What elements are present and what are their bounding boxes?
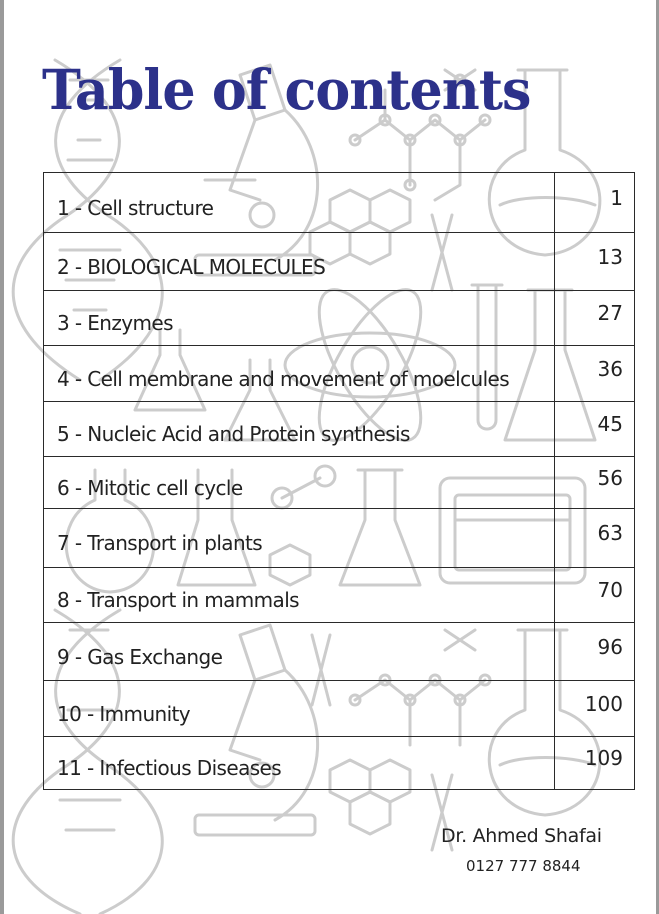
chapter-title: 4 - Cell membrane and movement of moelcules [44,346,555,402]
toc-row[interactable] [44,737,635,790]
chapter-title: 2 - BIOLOGICAL MOLECULES [44,233,555,291]
page-title: Table of contents [42,57,531,122]
chapter-title: 6 - Mitotic cell cycle [44,457,555,509]
chapter-title: 10 - Immunity [44,681,555,737]
toc-row[interactable] [44,233,635,291]
page-number: 100 [555,681,635,737]
toc-row[interactable] [44,457,635,509]
toc-row[interactable] [44,623,635,681]
page-number: 1 [555,173,635,233]
chapter-title: 1 - Cell structure [44,173,555,233]
page-number: 109 [555,737,635,790]
chapter-title: 9 - Gas Exchange [44,623,555,681]
chapter-title: 3 - Enzymes [44,291,555,346]
toc-row[interactable] [44,173,635,233]
toc-row[interactable] [44,681,635,737]
page-number: 70 [555,568,635,623]
chapter-title: 7 - Transport in plants [44,509,555,568]
chapter-title: 5 - Nucleic Acid and Protein synthesis [44,402,555,457]
table-of-contents [43,172,635,790]
toc-row[interactable] [44,568,635,623]
page-number: 13 [555,233,635,291]
author-phone: 0127 777 8844 [466,857,581,875]
page-number: 56 [555,457,635,509]
page-number: 27 [555,291,635,346]
page-number: 63 [555,509,635,568]
page-number: 45 [555,402,635,457]
toc-row[interactable] [44,509,635,568]
chapter-title: 11 - Infectious Diseases [44,737,555,790]
toc-row[interactable] [44,346,635,402]
toc-row[interactable] [44,402,635,457]
page-number: 36 [555,346,635,402]
toc-row[interactable] [44,291,635,346]
chapter-title: 8 - Transport in mammals [44,568,555,623]
author-name: Dr. Ahmed Shafai [441,825,602,847]
page-number: 96 [555,623,635,681]
